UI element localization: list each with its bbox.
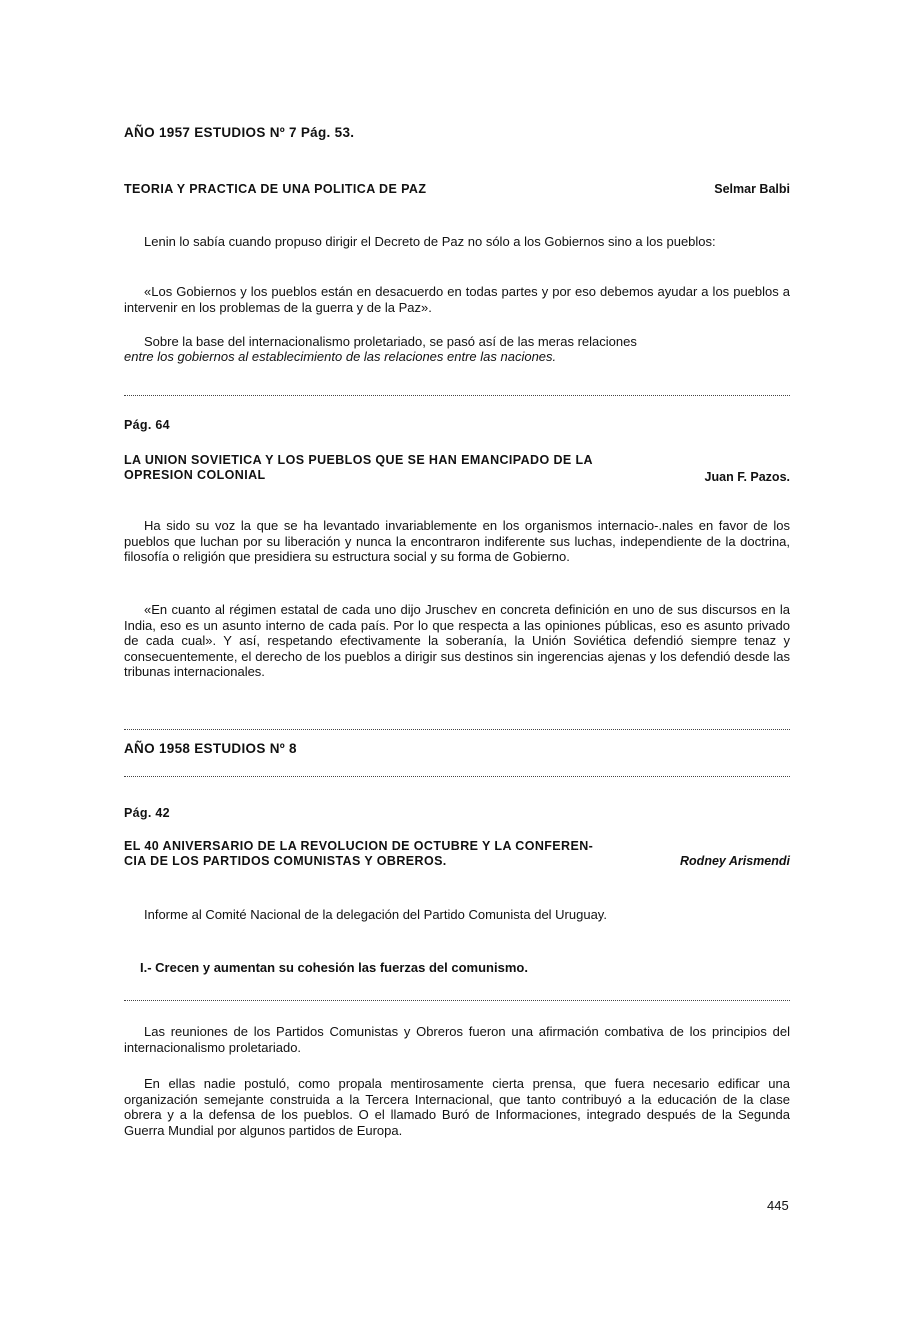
section-header-1958: AÑO 1958 ESTUDIOS Nº 8 <box>124 741 297 756</box>
dotted-divider <box>124 395 790 396</box>
paragraph-3-2: En ellas nadie postuló, como propala mentirosamente cierta prensa, que fuera necesario edificar una organización semejante construida a la Tercera Internacional, que tanto contribuyó a la educación de la clase obrera y a la defensa de los pueblos. O el llamado Buró de Informaciones, integrado después de la Segunda Guerra Mundial por algunos partidos de Europa. <box>124 1076 790 1138</box>
article-author-2: Juan F. Pazos. <box>704 470 790 484</box>
article-title-1: TEORIA Y PRACTICA DE UNA POLITICA DE PAZ <box>124 182 427 196</box>
paragraph-3-1: Las reuniones de los Partidos Comunistas y Obreros fueron una afirmación combativa de los principios del internacionalismo proletariado. <box>124 1024 790 1055</box>
paragraph-1-3b: entre los gobiernos al establecimiento de las relaciones entre las naciones. <box>124 349 557 364</box>
paragraph-1-3a: Sobre la base del internacionalismo proletariado, se pasó así de las meras relaciones <box>144 334 637 349</box>
article-title-3-line2: CIA DE LOS PARTIDOS COMUNISTAS Y OBREROS. <box>124 854 447 868</box>
page-label-42: Pág. 42 <box>124 806 170 820</box>
paragraph-2-1: Ha sido su voz la que se ha levantado invariablemente en los organismos internacio-.nales en favor de los pueblos que luchan por su liberación y nunca la encontraron indiferente sus luchas, independiente de la doctrina, filosofía o religión que presidiera su estructura social y su forma de Gobierno. <box>124 518 790 564</box>
page-number: 445 <box>767 1198 789 1213</box>
dotted-divider <box>124 729 790 730</box>
article-title-3-line1: EL 40 ANIVERSARIO DE LA REVOLUCION DE OCTUBRE Y LA CONFEREN- <box>124 839 594 853</box>
subheading: I.- Crecen y aumentan su cohesión las fuerzas del comunismo. <box>140 960 528 975</box>
article-author-3: Rodney Arismendi <box>680 854 790 868</box>
section-header-1957: AÑO 1957 ESTUDIOS Nº 7 Pág. 53. <box>124 125 355 140</box>
paragraph-1-1: Lenin lo sabía cuando propuso dirigir el Decreto de Paz no sólo a los Gobiernos sino a los pueblos: <box>144 234 716 249</box>
page-label-64: Pág. 64 <box>124 418 170 432</box>
dotted-divider <box>124 1000 790 1001</box>
article-author-1: Selmar Balbi <box>714 182 790 196</box>
paragraph-3-intro: Informe al Comité Nacional de la delegación del Partido Comunista del Uruguay. <box>144 907 607 922</box>
paragraph-1-2: «Los Gobiernos y los pueblos están en desacuerdo en todas partes y por eso debemos ayudar a los pueblos a intervenir en los problemas de la guerra y de la Paz». <box>124 284 790 315</box>
dotted-divider <box>124 776 790 777</box>
article-title-2-line1: LA UNION SOVIETICA Y LOS PUEBLOS QUE SE HAN EMANCIPADO DE LA <box>124 453 593 467</box>
paragraph-2-2: «En cuanto al régimen estatal de cada uno dijo Jruschev en concreta definición en uno de sus discursos en la India, eso es un asunto interno de cada país. Por lo que respecta a las opiniones públicas, eso es asunto privado de cada cual». Y así, respetando efectivamente la soberanía, la Unión Soviética defendió siempre tenaz y consecuentemente, el derecho de los pueblos a dirigir sus destinos sin ingerencias ajenas y los defendió desde las tribunas internacionales. <box>124 602 790 679</box>
article-title-2-line2: OPRESION COLONIAL <box>124 468 266 482</box>
